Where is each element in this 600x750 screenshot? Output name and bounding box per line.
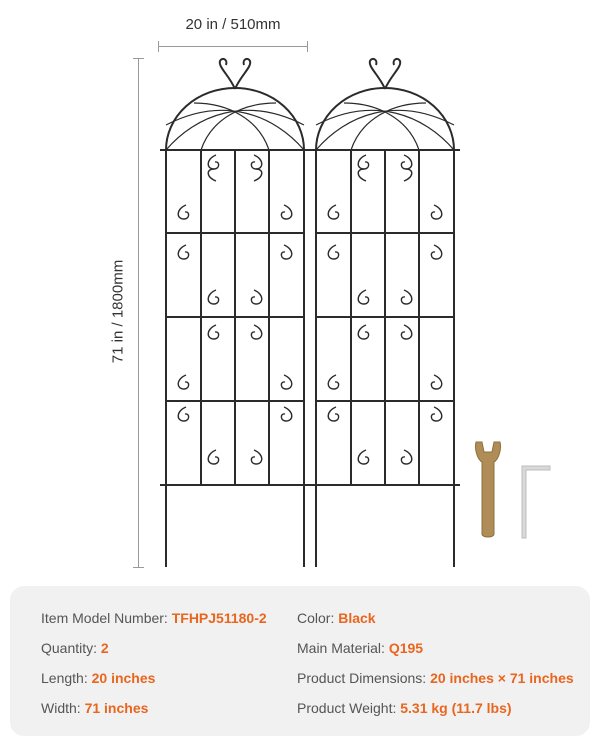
height-dimension-tick-bottom: [133, 567, 144, 568]
spec-model-label: Item Model Number:: [41, 610, 172, 626]
spec-width-label: Width:: [41, 700, 85, 716]
height-dimension: [108, 58, 148, 568]
spec-quantity-value: 2: [100, 640, 109, 656]
width-dimension-label: 20 in / 510mm: [185, 16, 281, 33]
spec-dimensions-value: 20 inches × 71 inches: [430, 670, 574, 686]
wrench-icon: [475, 442, 500, 537]
spec-color-label: Color:: [297, 610, 339, 626]
height-dimension-label: 71 in / 1800mm: [109, 259, 127, 364]
width-dimension-tick-right: [307, 41, 308, 52]
height-dimension-line: [138, 58, 139, 568]
spec-model-value: TFHPJ51180-2: [171, 610, 267, 626]
spec-material-label: Main Material:: [297, 640, 389, 656]
spec-length-value: 20 inches: [91, 670, 156, 686]
spec-weight-label: Product Weight:: [297, 700, 401, 716]
spec-model: [41, 610, 267, 626]
allen-key-icon: [522, 466, 550, 538]
spec-quantity-label: Quantity:: [41, 640, 101, 656]
spec-dimensions-label: Product Dimensions:: [297, 670, 431, 686]
trellis-panel-right: [306, 55, 464, 575]
spec-material-value: Q195: [388, 640, 424, 656]
spec-width-value: 71 inches: [84, 700, 149, 716]
spec-weight-value: 5.31 kg (11.7 lbs): [400, 700, 512, 716]
included-tools: [470, 438, 560, 548]
spec-dimensions: [297, 670, 574, 686]
width-dimension-line: [158, 46, 308, 47]
spec-color: [297, 610, 376, 626]
spec-material: [297, 640, 423, 656]
spec-weight: [297, 700, 512, 716]
spec-color-value: Black: [338, 610, 376, 626]
width-dimension: [158, 8, 308, 48]
trellis-panel-left: [156, 55, 314, 575]
spec-length-label: Length:: [41, 670, 92, 686]
spec-width: [41, 700, 148, 716]
spec-length: [41, 670, 155, 686]
spec-quantity: [41, 640, 109, 656]
spec-card: [10, 586, 590, 736]
